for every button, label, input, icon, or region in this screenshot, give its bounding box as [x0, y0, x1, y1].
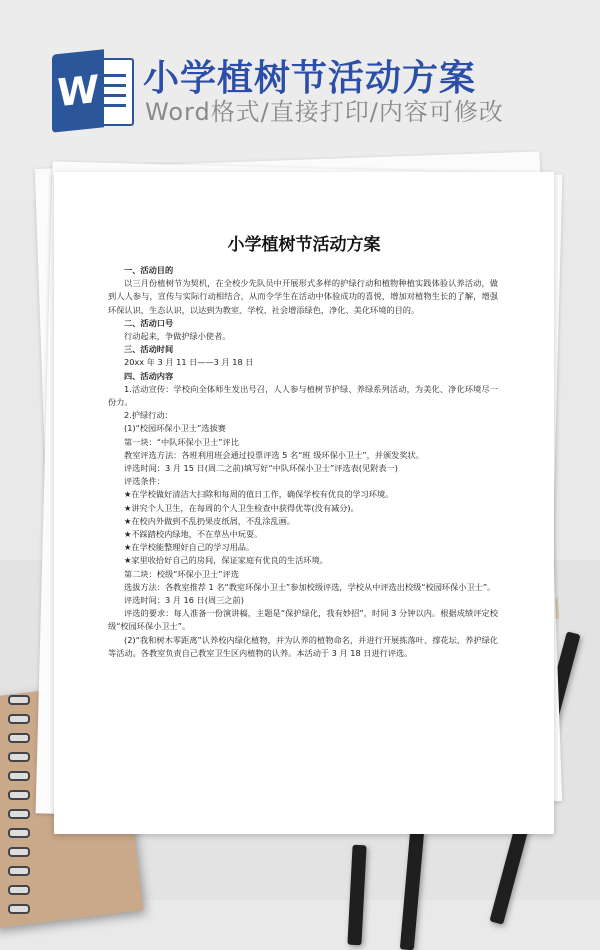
paragraph: ★讲究个人卫生，在每周的个人卫生检查中获得优等(没有减分)。 [124, 502, 359, 513]
page-title: 小学植树节活动方案 [143, 58, 477, 99]
document-body [108, 264, 498, 660]
paragraph: 评选的要求：每人准备一份演讲稿，主题是“保护绿化，我有妙招”，时间 3 分钟以内。根据成绩评定校级“校园环保小卫士”。 [108, 608, 498, 632]
section-heading: 二、活动口号 [124, 317, 174, 328]
section-heading: 三、活动时间 [124, 344, 174, 355]
document-page [54, 172, 554, 834]
paragraph: 2.护绿行动： [124, 410, 173, 421]
paragraph: (1)“校园环保小卫士”选拔赛 [124, 423, 226, 434]
paragraph: 选拔方法：各教室推荐 1 名“教室环保小卫士”参加校级评选，学校从中评选出校级“校园环保小卫士”。 [124, 581, 496, 592]
paragraph: 第二块：校级“环保小卫士”评选 [124, 568, 239, 579]
spiral-binding-decoration [8, 695, 34, 895]
paragraph: 1.活动宣传：学校向全体师生发出号召，人人参与植树节护绿、养绿系列活动，为美化、净化环境尽一份力。 [108, 383, 498, 408]
paragraph: 以三月份植树节为契机，在全校少先队员中开展形式多样的护绿行动和植物种植实践体验认养活动，做到人人参与，宣传与实际行动相结合，从而令学生在活动中体验成功的喜悦，增加对植物生长的了解，增强环保认识，生态认识，以达到为教室、学校、社会增添绿色，净化、美化环境的目的。 [108, 278, 498, 315]
section-heading: 四、活动内容 [124, 370, 174, 381]
paragraph: 行动起来，争做护绿小使者。 [124, 331, 231, 342]
paragraph: 评选时间：3 月 15 日(周二之前)填写好“中队环保小卫士”评选表(见附表一) [124, 463, 398, 474]
page-subtitle: Word格式/直接打印/内容可修改 [145, 98, 504, 126]
paragraph: 20xx 年 3 月 11 日——3 月 18 日 [124, 357, 254, 368]
paragraph: (2)“我和树木零距离”认养校内绿化植物，并为认养的植物命名，并进行开展拣落叶、撑花坛、养护绿化等活动。各教室负责自己教室卫生区内植物的认养。本活动于 3 月 18 日进行评选。 [108, 634, 498, 658]
paragraph: 评选条件： [124, 476, 165, 487]
word-badge: W [52, 49, 104, 132]
paragraph: 评选时间：3 月 16 日(周三之前) [124, 595, 244, 606]
paragraph: ★在学校能整理好自己的学习用品。 [124, 542, 255, 553]
paragraph: ★在学校做好清洁大扫除和每周的值日工作，确保学校有优良的学习环境。 [124, 489, 394, 500]
document-title: 小学植树节活动方案 [227, 235, 381, 255]
paragraph: 教室评选方法：各班利用班会通过投票评选 5 名“班 级环保小卫士”，并颁发奖状。 [124, 449, 424, 460]
section-heading: 一、活动目的 [124, 265, 174, 275]
word-logo-icon [52, 52, 132, 130]
paragraph: ★不踩踏校内绿地，不在草丛中玩耍。 [124, 529, 263, 540]
paragraph: ★家里收拾好自己的房间，保证家庭有优良的生活环境。 [124, 555, 328, 566]
paragraph: 第一块：“中队环保小卫士”评比 [124, 436, 239, 447]
paragraph: ★在校内外做到不乱扔果皮纸屑，不乱涂乱画。 [124, 515, 296, 526]
